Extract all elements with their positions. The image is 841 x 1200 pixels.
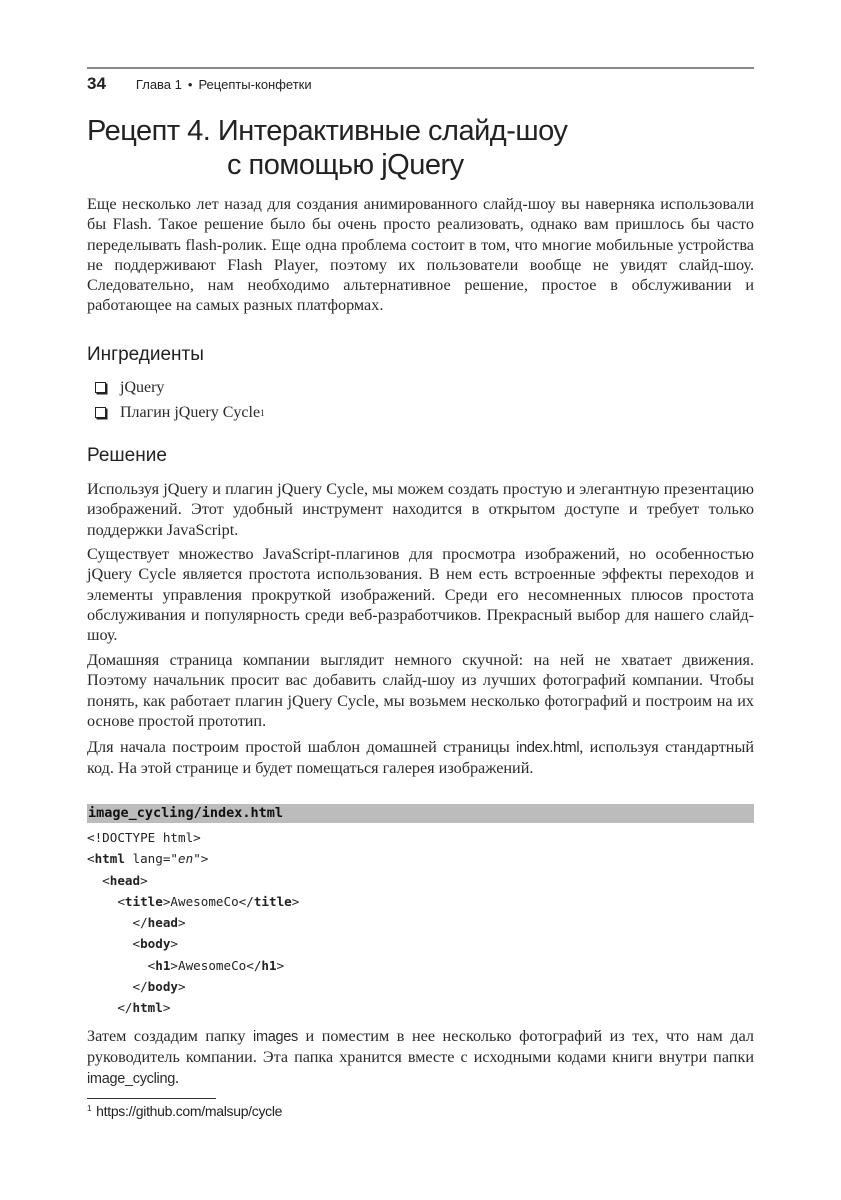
text-middle: и поместим в нее несколько фотографий из тех, что нам дал руководитель компании. Эта папка хранится вместе с исходными кодами книги внутри папки (87, 1027, 754, 1067)
p4-text-after: , используя стандартный код. На этой странице и будет помещаться галерея изображений. (87, 738, 754, 778)
footnote (87, 1103, 282, 1119)
code-filename-header: image_cycling/index.html (87, 804, 754, 823)
code-line: <h1>AwesomeCo</h1> (87, 957, 285, 973)
text-before: Затем создадим папку (87, 1027, 254, 1045)
inline-folder-images: images (253, 1029, 298, 1045)
text-after: . (174, 1068, 180, 1087)
chapter-label: Глава 1 (135, 77, 182, 92)
intro-paragraph: Еще несколько лет назад для создания анимированного слайд-шоу вы наверняка использовали бы Flash. Такое решение было бы очень просто реализовать, однако вам пришлось бы часто переделывать flash-ролик. Еще одна проблема состоит в том, что многие мобильные устройства не поддерживают Flash Player, поэтому их пользователи вообще не увидят слайд-шоу. Следовательно, нам необходимо альтернативное решение, простое в обслуживании и работающее на самых разных платформах. (87, 195, 754, 315)
title-line-2: с помощью jQuery (227, 149, 464, 181)
running-head (87, 74, 312, 94)
ingredient-label: jQuery (120, 378, 165, 396)
title-line-1: Рецепт 4. Интерактивные слайд-шоу (87, 115, 568, 147)
list-item (95, 400, 265, 425)
footnote-link[interactable]: https://github.com/malsup/cycle (96, 1103, 283, 1119)
footnote-number: 1 (87, 1104, 92, 1113)
inline-filename: index.html (516, 740, 580, 756)
solution-paragraph-4 (87, 737, 754, 779)
after-code-paragraph (87, 1026, 754, 1089)
header-rule (87, 67, 754, 69)
page-number: 34 (87, 74, 106, 93)
checkbox-bullet-icon (95, 382, 106, 393)
solution-paragraph-2: Существует множество JavaScript-плагинов для просмотра изображений, но особенностью jQuery Cycle является простота использования. В нем есть встроенные эффекты переходов и элементы управления прокруткой изображений. Среди его несомненных плюсов простота обслуживания и популярность среди веб-разработчиков. Прекрасный выбор для нашего слайд-шоу. (87, 545, 754, 645)
code-line: </body> (87, 979, 186, 995)
section-label: Рецепты-конфетки (198, 77, 312, 92)
checkbox-bullet-icon (95, 407, 106, 418)
code-line: </html> (87, 1000, 171, 1016)
footnote-ref[interactable]: 1 (260, 408, 265, 418)
ingredient-label: Плагин jQuery Cycle (120, 403, 261, 421)
code-line: <body> (87, 936, 179, 952)
bullet-separator: • (187, 77, 193, 92)
solution-paragraph-1: Используя jQuery и плагин jQuery Cycle, мы можем создать простую и элегантную презентацию изображений. Этот удобный инструмент находится в открытом доступе и требует только поддержки JavaScript. (87, 480, 754, 539)
solution-heading: Решение (87, 445, 167, 466)
code-line: <head> (87, 872, 148, 888)
code-line: <title>AwesomeCo</title> (87, 893, 300, 909)
list-item (95, 375, 265, 400)
code-line: <html lang="en"> (87, 851, 209, 867)
ingredients-heading: Ингредиенты (87, 344, 204, 365)
code-listing (87, 827, 299, 1019)
footnote-rule (87, 1098, 216, 1099)
page-title (87, 114, 567, 182)
inline-folder-image-cycling: image_cycling (87, 1070, 175, 1087)
p4-text-before: Для начала построим простой шаблон домашней страницы (87, 738, 517, 756)
code-line: <!DOCTYPE html> (87, 830, 201, 845)
code-line: </head> (87, 915, 186, 931)
solution-paragraph-3: Домашняя страница компании выглядит немного скучной: на ней не хватает движения. Поэтому начальник просит вас добавить слайд-шоу из лучших фотографий компании. Чтобы понять, как работает плагин jQuery Cycle, мы возьмем несколько фотографий и построим на их основе простой прототип. (87, 651, 754, 730)
ingredients-list (95, 375, 265, 425)
